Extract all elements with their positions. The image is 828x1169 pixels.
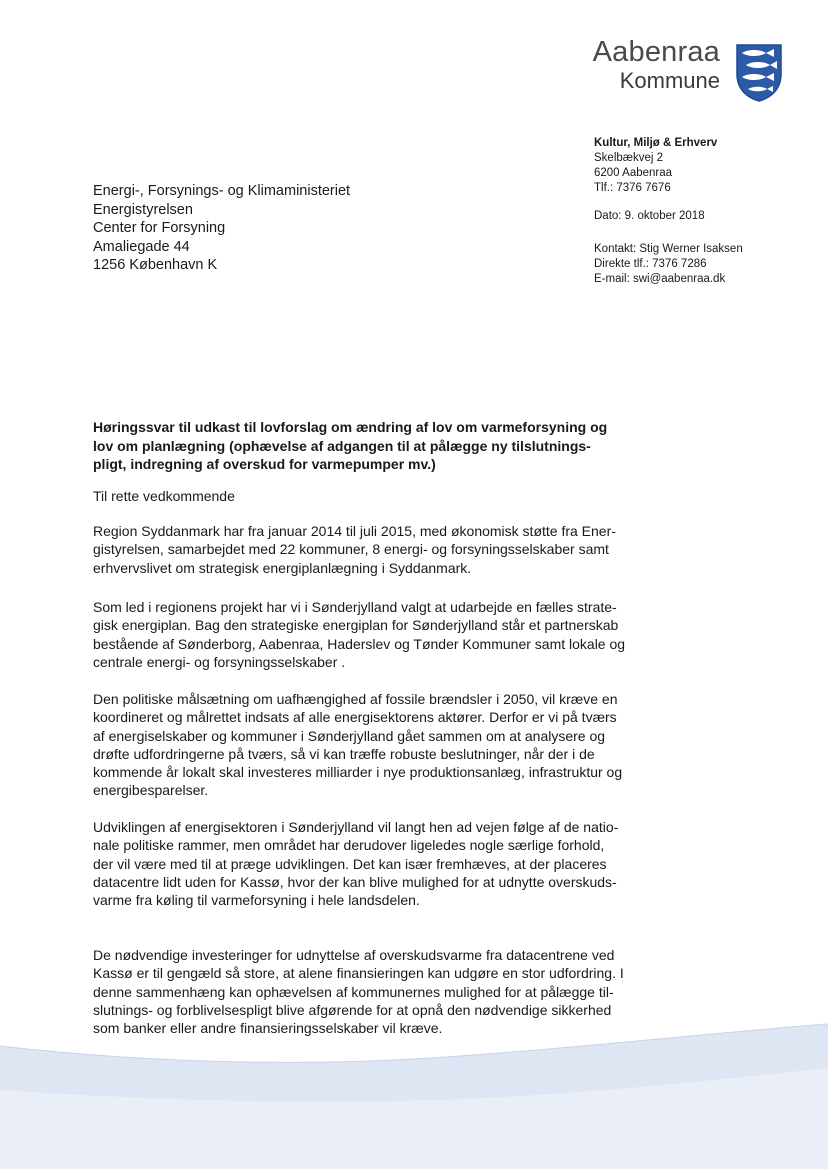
contact-phone: Direkte tlf.: 7376 7286: [594, 258, 707, 270]
paragraph-line: gisk energiplan. Bag den strategiske energiplan for Sønderjylland står et partnerskab: [93, 617, 619, 634]
subject-line: Høringssvar til udkast til lovforslag om ændring af lov om varmeforsyning og: [93, 419, 608, 435]
paragraph-line: Region Syddanmark har fra januar 2014 til juli 2015, med økonomisk støtte fra Ener-: [93, 523, 616, 539]
recipient-line: Energistyrelsen: [93, 201, 193, 218]
recipient-line: Center for Forsyning: [93, 220, 226, 236]
sender-address-line: Skelbækvej 2: [594, 152, 664, 164]
sender-address-line: 6200 Aabenraa: [594, 167, 673, 179]
paragraph-line: De nødvendige investeringer for udnyttelse af overskudsvarme fra datacentrene ved: [93, 947, 615, 963]
contact-email: E-mail: swi@aabenraa.dk: [594, 273, 726, 285]
paragraph-line: nale politiske rammer, men området har derudover ligeledes nogle særlige forhold,: [93, 837, 605, 854]
subject-line: pligt, indregning af overskud for varmepumper mv.): [93, 456, 436, 472]
paragraph-line: der vil være med til at præge udviklingen. Det kan især fremhæves, at der placeres: [93, 855, 607, 872]
paragraph-line: af energiselskaber og kommuner i Sønderjylland gået sammen om at analysere og: [93, 727, 606, 744]
paragraph-line: datacentre lidt uden for Kassø, hvor der kan blive mulighed for at udnytte overskuds-: [93, 873, 617, 890]
paragraph-line: gistyrelsen, samarbejdet med 22 kommuner, 8 energi- og forsyningsselskaber samt: [93, 541, 609, 558]
paragraph-line: Udviklingen af energisektoren i Sønderjylland vil langt hen ad vejen følge af de natio-: [93, 819, 619, 835]
fish-shield-icon: [736, 44, 782, 102]
recipient-line: Amaliegade 44: [93, 238, 190, 255]
paragraph-line: centrale energi- og forsyningsselskaber .: [93, 653, 346, 670]
contact-block: [594, 242, 743, 287]
sender-block: [594, 136, 717, 196]
paragraph-line: denne sammenhæng kan ophævelsen af kommunernes mulighed for at pålægge til-: [93, 983, 614, 1000]
paragraph: [93, 690, 733, 800]
paragraph-line: kommende år lokalt skal investeres milliarder i nye produktionsanlæg, infrastruktur og: [93, 764, 623, 781]
paragraph: [93, 818, 733, 909]
paragraph: [93, 522, 733, 577]
paragraph-line: erhvervslivet om strategisk energiplanlægning i Syddanmark.: [93, 559, 472, 576]
recipient-address: [93, 182, 350, 275]
paragraph: [93, 598, 733, 671]
subject-line: lov om planlægning (ophævelse af adgangen til at pålægge ny tilslutnings-: [93, 437, 591, 454]
recipient-line: Energi-, Forsynings- og Klimaministeriet: [93, 183, 351, 199]
logo-sub: Kommune: [619, 68, 720, 93]
paragraph-line: koordineret og målrettet indsats af alle energisektorens aktører. Derfor er vi på tværs: [93, 709, 617, 726]
letter-subject: [93, 418, 713, 474]
paragraph-line: drøfte udfordringerne på tværs, så vi kan træffe robuste beslutninger, når der i de: [93, 745, 595, 762]
logo-name: Aabenraa: [592, 36, 720, 68]
paragraph-line: som banker eller andre finansieringsselskaber vil kræve.: [93, 1020, 443, 1037]
aabenraa-logo: [592, 36, 792, 106]
sender-phone: Tlf.: 7376 7676: [594, 182, 671, 194]
sender-department: Kultur, Miljø & Erhverv: [594, 137, 718, 149]
paragraph-line: Som led i regionens projekt har vi i Sønderjylland valgt at udarbejde en fælles strate-: [93, 599, 617, 615]
paragraph-line: varme fra køling til varmeforsyning i hele landsdelen.: [93, 892, 420, 909]
paragraph-line: bestående af Sønderborg, Aabenraa, Haderslev og Tønder Kommuner samt lokale og: [93, 635, 626, 652]
greeting: Til rette vedkommende: [93, 488, 235, 504]
paragraph-line: Den politiske målsætning om uafhængighed af fossile brændsler i 2050, vil kræve en: [93, 691, 618, 707]
paragraph-line: energibesparelser.: [93, 782, 209, 799]
footer-wave-decoration: [0, 1010, 828, 1169]
letter-date: Dato: 9. oktober 2018: [594, 210, 705, 222]
paragraph-line: Kassø er til gengæld så store, at alene finansieringen kan udgøre en stor udfordring. I: [93, 965, 624, 982]
contact-person: Kontakt: Stig Werner Isaksen: [594, 243, 743, 255]
recipient-line: 1256 København K: [93, 257, 218, 273]
paragraph-line: slutnings- og forblivelsespligt blive afgørende for at opnå den nødvendige sikkerhed: [93, 1001, 612, 1018]
